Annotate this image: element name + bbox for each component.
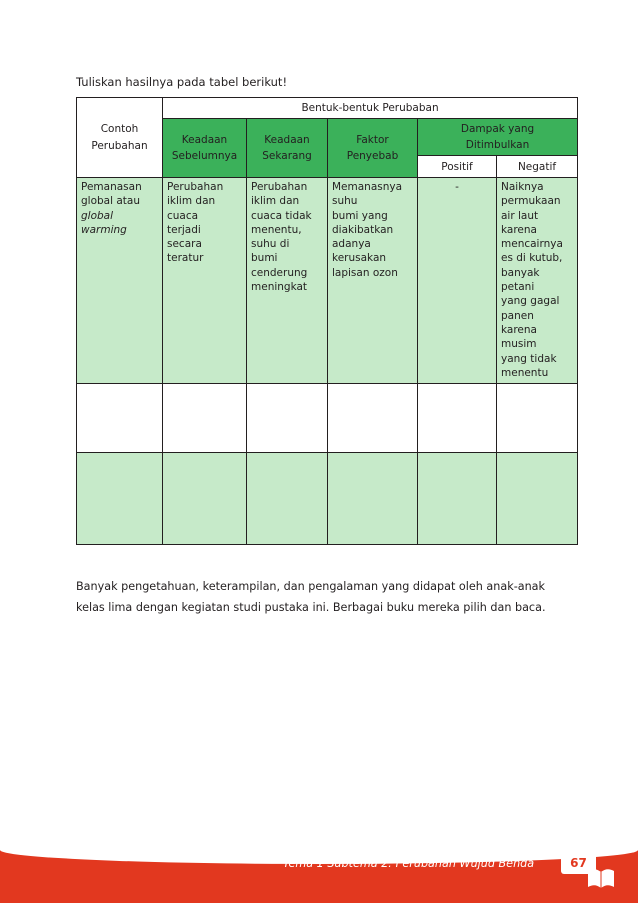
cell-sekarang: Perubahan iklim dan cuaca tidak menentu, suhu di bumi cenderung meningkat — [247, 178, 328, 384]
cell-contoh: Pemanasan global atau global warming — [77, 178, 163, 384]
instruction-text: Tuliskan hasilnya pada tabel berikut! — [76, 75, 288, 89]
empty-cell[interactable] — [247, 453, 328, 545]
changes-table — [76, 97, 578, 545]
body-paragraph: Banyak pengetahuan, keterampilan, dan pengalaman yang didapat oleh anak-anak kelas lima dengan kegiatan studi pustaka ini. Berbagai buku mereka pilih dan baca. — [76, 580, 546, 614]
empty-cell[interactable] — [418, 384, 497, 453]
header-contoh-line2: Perubahan — [91, 139, 148, 152]
header-contoh-perubahan — [77, 98, 163, 178]
header-keadaan-sekarang: Keadaan Sekarang — [247, 119, 328, 178]
empty-cell[interactable] — [247, 384, 328, 453]
open-book-icon — [586, 863, 616, 893]
footer-title: Tema 1 Subtema 2: Perubahan Wujud Benda — [283, 857, 535, 870]
empty-cell[interactable] — [163, 453, 247, 545]
header-dampak: Dampak yang Ditimbulkan — [418, 119, 578, 156]
empty-cell[interactable] — [163, 384, 247, 453]
empty-cell[interactable] — [328, 453, 418, 545]
empty-cell[interactable] — [77, 453, 163, 545]
header-keadaan-sebelumnya: Keadaan Sebelumnya — [163, 119, 247, 178]
header-negatif: Negatif — [497, 156, 578, 178]
header-contoh-line1: Contoh — [100, 122, 139, 135]
empty-cell[interactable] — [497, 453, 578, 545]
cell-negatif: Naiknya permukaan air laut karena mencairnya es di kutub, banyak petani yang gagal panen karena musim yang tidak menentu — [497, 178, 578, 384]
empty-cell[interactable] — [497, 384, 578, 453]
page-number: 67 — [561, 852, 596, 874]
header-bentuk-perubahan: Bentuk-bentuk Perubaban — [163, 98, 578, 119]
cell-positif: - — [418, 178, 497, 384]
cell-sebelum: Perubahan iklim dan cuaca terjadi secara teratur — [163, 178, 247, 384]
empty-row-white — [77, 384, 578, 453]
empty-cell[interactable] — [77, 384, 163, 453]
empty-row-green — [77, 453, 578, 545]
empty-cell[interactable] — [328, 384, 418, 453]
cell-faktor: Memanasnya suhu bumi yang diakibatkan adanya kerusakan lapisan ozon — [328, 178, 418, 384]
header-positif: Positif — [418, 156, 497, 178]
header-faktor-penyebab: Faktor Penyebab — [328, 119, 418, 178]
empty-cell[interactable] — [418, 453, 497, 545]
